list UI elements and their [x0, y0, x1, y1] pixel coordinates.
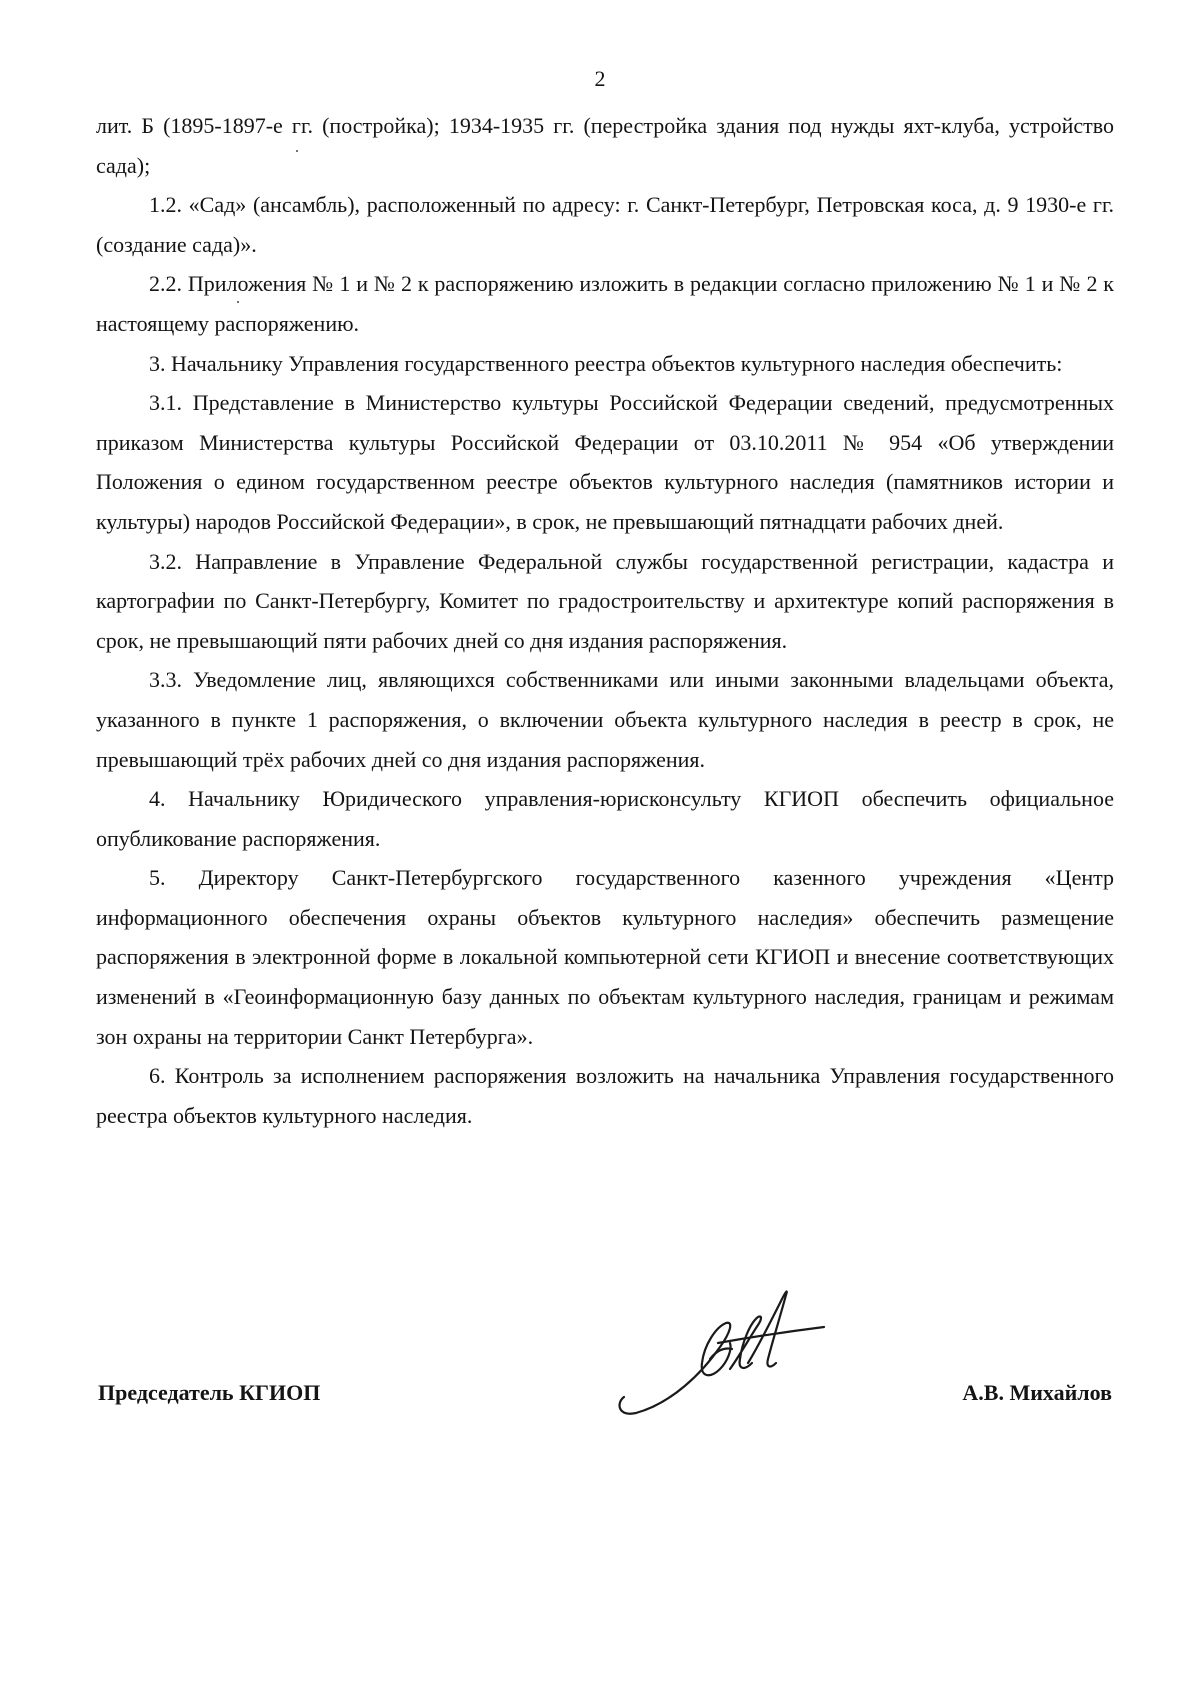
scan-speck [237, 301, 239, 303]
signatory-name: А.В. Михайлов [962, 1380, 1112, 1405]
handwritten-signature [612, 1285, 872, 1460]
paragraph-2-2: 2.2. Приложения № 1 и № 2 к распоряжению изложить в редакции согласно приложению № 1 и № 2 к настоящему распоряжению. [96, 271, 1114, 336]
paragraph-6: 6. Контроль за исполнением распоряжения возложить на начальника Управления государственного реестра объектов культурного наследия. [96, 1063, 1114, 1128]
paragraph-3: 3. Начальнику Управления государственного реестра объектов культурного наследия обеспечить: [149, 350, 1063, 376]
paragraph-3-2: 3.2. Направление в Управление Федеральной службы государственной регистрации, кадастра и картографии по Санкт-Петербургу, Комитет по градостроительству и архитектуре копий распоряжения в срок, не превышающий пяти рабочих дней со дня издания распоряжения. [96, 548, 1114, 653]
scan-speck [296, 150, 298, 152]
paragraph-5: 5. Директору Санкт-Петербургского государственного казенного учреждения «Центр информационного обеспечения охраны объектов культурного наследия» обеспечить размещение распоряжения в электронной форме в локальной компьютерной сети КГИОП и внесение соответствующих изменений в «Геоинформационную базу данных по объектам культурного наследия, границам и режимам зон охраны на территории Санкт Петербурга». [96, 865, 1114, 1049]
signatory-title: Председатель КГИОП [98, 1380, 321, 1405]
paragraph-continuation: лит. Б (1895-1897-е гг. (постройка); 1934-1935 гг. (перестройка здания под нужды яхт-клуба, устройство сада); [96, 113, 1114, 178]
paragraph-3-1: 3.1. Представление в Министерство культуры Российской Федерации сведений, предусмотренных приказом Министерства культуры Российской Федерации от 03.10.2011 № 954 «Об утверждении Положения о едином государственном реестре объектов культурного наследия (памятников истории и культуры) народов Российской Федерации», в срок, не превышающий пятнадцати рабочих дней. [96, 390, 1114, 534]
paragraph-1-2: 1.2. «Сад» (ансамбль), расположенный по адресу: г. Санкт-Петербург, Петровская коса, д. 9 1930-е гг. (создание сада)». [96, 192, 1114, 257]
paragraph-4: 4. Начальнику Юридического управления-юрисконсульту КГИОП обеспечить официальное опубликование распоряжения. [96, 786, 1114, 851]
paragraph-3-3: 3.3. Уведомление лиц, являющихся собственниками или иными законными владельцами объекта, указанного в пункте 1 распоряжения, о включении объекта культурного наследия в реестр в срок, не превышающий трёх рабочих дней со дня издания распоряжения. [96, 667, 1114, 772]
document-body [96, 106, 1114, 1135]
page-number: 2 [594, 66, 606, 91]
